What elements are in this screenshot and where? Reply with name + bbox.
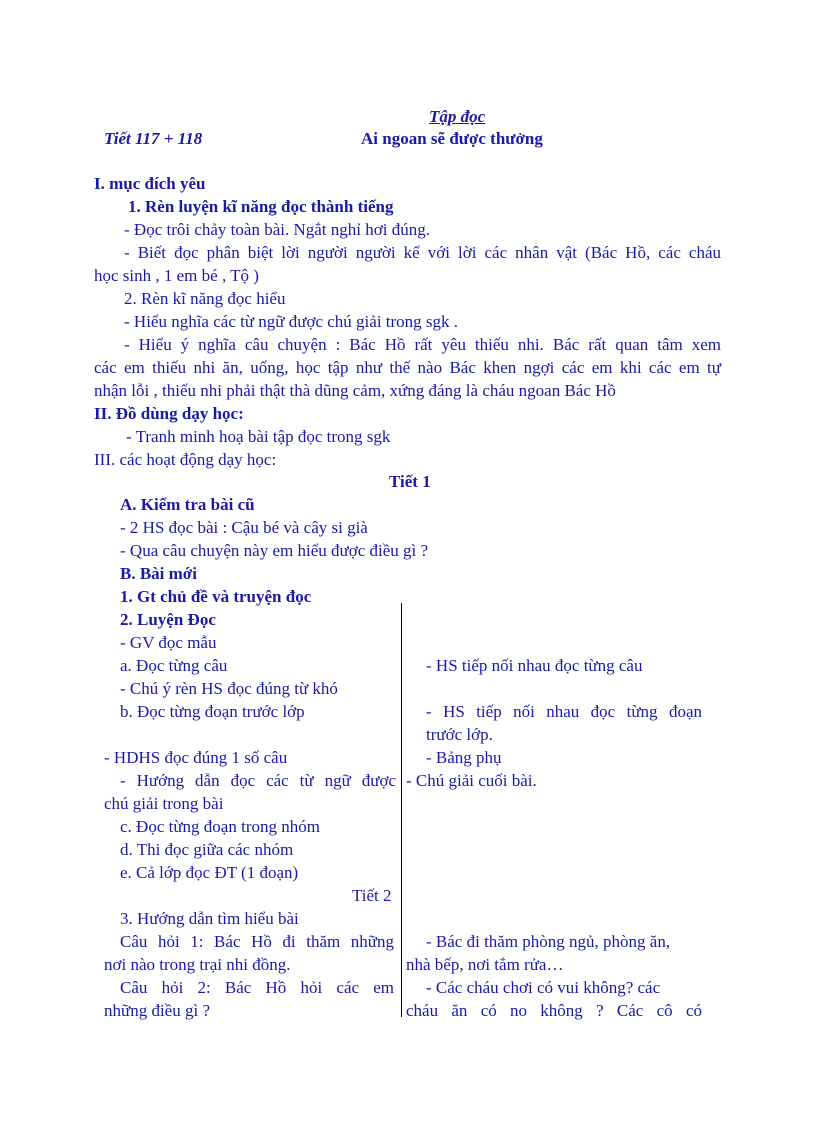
right-col-line: trước lớp.	[426, 725, 493, 744]
right-col-line: - HS tiếp nối nhau đọc từng câu	[426, 656, 643, 675]
left-col-line: 3. Hướng dẫn tìm hiểu bài	[120, 909, 299, 928]
part-a-item: - Qua câu chuyện này em hiểu được điều gì ?	[120, 541, 429, 560]
left-col-line: b. Đọc từng đoạn trước lớp	[120, 702, 305, 721]
lesson-title: Ai ngoan sẽ được thưởng	[361, 129, 543, 148]
section-3-heading: III. các hoạt động dạy học:	[94, 450, 277, 469]
right-col-line: - Chú giải cuối bài.	[406, 771, 537, 790]
skill-1-item: - Đọc trôi chảy toàn bài. Ngắt nghỉ hơi đúng.	[124, 220, 430, 239]
right-col-line: - Bảng phụ	[426, 748, 502, 767]
right-col-line: - Các cháu chơi có vui không? các	[426, 978, 661, 997]
right-col-line: - Bác đi thăm phòng ngủ, phòng ăn,	[426, 932, 671, 951]
column-divider	[401, 603, 402, 1017]
right-col-line: cháu ăn có no không ? Các cô có	[406, 1001, 702, 1020]
left-col-line: - Hướng dẫn đọc các từ ngữ được	[120, 771, 396, 790]
lesson-number: Tiết 117 + 118	[104, 129, 203, 148]
left-col-line: nơi nào trong trại nhi đồng.	[104, 955, 291, 974]
skill-2-item: - Hiểu nghĩa các từ ngữ được chú giải trong sgk .	[124, 312, 459, 331]
section-1-heading: I. mục đích yêu	[94, 174, 206, 193]
period-2-heading: Tiết 2	[352, 886, 392, 905]
left-col-line: d. Thi đọc giữa các nhóm	[120, 840, 294, 859]
skill-2-heading: 2. Rèn kĩ năng đọc hiểu	[124, 289, 286, 308]
left-col-line: e. Cả lớp đọc ĐT (1 đoạn)	[120, 863, 299, 882]
period-1-heading: Tiết 1	[389, 472, 431, 491]
skill-1-item: - Biết đọc phân biệt lời người người kể với lời các nhân vật (Bác Hồ, các cháu	[124, 243, 721, 262]
left-col-line: chú giải trong bài	[104, 794, 224, 813]
skill-2-item: nhận lỗi , thiếu nhi phải thật thà dũng cảm, xứng đáng là cháu ngoan Bác Hồ	[94, 381, 616, 400]
left-col-line: Câu hỏi 2: Bác Hồ hỏi các em	[120, 978, 394, 997]
left-col-line: Câu hỏi 1: Bác Hồ đi thăm những	[120, 932, 394, 951]
right-col-line: nhà bếp, nơi tắm rửa…	[406, 955, 564, 974]
skill-1-item: học sinh , 1 em bé , Tộ )	[94, 266, 259, 285]
skill-2-item: - Hiểu ý nghĩa câu chuyện : Bác Hồ rất yêu thiếu nhi. Bác rất quan tâm xem	[124, 335, 721, 354]
section-2-item: - Tranh minh hoạ bài tập đọc trong sgk	[126, 427, 391, 446]
subject-title: Tập đọc	[429, 107, 486, 126]
part-b-heading: B. Bài mới	[120, 564, 197, 583]
left-col-line: - HDHS đọc đúng 1 số câu	[104, 748, 288, 767]
part-a-item: - 2 HS đọc bài : Cậu bé và cây si già	[120, 518, 368, 537]
part-a-heading: A. Kiểm tra bài cũ	[120, 495, 255, 514]
b2-heading: 2. Luyện Đọc	[120, 610, 216, 629]
skill-1-heading: 1. Rèn luyện kĩ năng đọc thành tiếng	[128, 197, 394, 216]
skill-2-item: các em thiếu nhi ăn, uống, học tập như thế nào Bác khen ngợi các em khi các em tự	[94, 358, 721, 377]
left-col-line: c. Đọc từng đoạn trong nhóm	[120, 817, 320, 836]
right-col-line: - HS tiếp nối nhau đọc từng đoạn	[426, 702, 702, 721]
left-col-line: - GV đọc mẫu	[120, 633, 217, 652]
section-2-heading: II. Đồ dùng dạy học:	[94, 404, 244, 423]
b1-heading: 1. Gt chủ đề và truyện đọc	[120, 587, 312, 606]
left-col-line: - Chú ý rèn HS đọc đúng từ khó	[120, 679, 338, 698]
left-col-line: a. Đọc từng câu	[120, 656, 228, 675]
left-col-line: những điều gì ?	[104, 1001, 211, 1020]
